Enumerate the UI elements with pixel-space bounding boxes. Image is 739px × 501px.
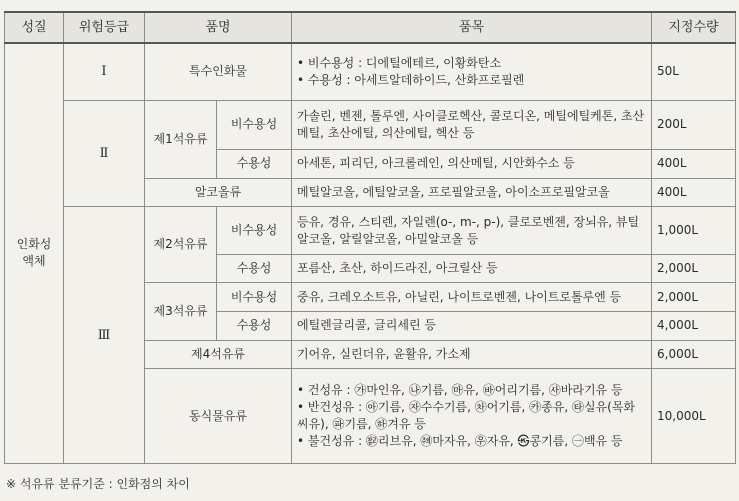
petro2-nonsoluble-items: 등유, 경유, 스티렌, 자일렌(o-, m-, p-), 클로로벤젠, 장뇌유, 뷰틸알코올, 알릴알코올, 아밀알코올 등 (292, 207, 652, 254)
hazmat-classification-table (4, 11, 736, 464)
petro3-nonsoluble-items: 중유, 크레오소트유, 아닐린, 나이트로벤젠, 나이트로톨루엔 등 (292, 283, 652, 312)
petro2-soluble-items: 포름산, 초산, 하이드라진, 아크릴산 등 (292, 254, 652, 283)
header-grade: 위험등급 (64, 12, 145, 43)
row-petro1-nonsoluble (5, 100, 736, 149)
petro3-soluble-label: 수용성 (217, 312, 292, 341)
petro3-soluble-quantity: 4,000L (652, 312, 736, 341)
petro3-nonsoluble-label: 비수용성 (217, 283, 292, 312)
header-items: 품목 (292, 12, 652, 43)
row-petro2-nonsoluble (5, 207, 736, 254)
petro4-quantity: 6,000L (652, 340, 736, 369)
petro3-nonsoluble-quantity: 2,000L (652, 283, 736, 312)
petro2-soluble-quantity: 2,000L (652, 254, 736, 283)
header-name: 품명 (145, 12, 292, 43)
petro1-nonsoluble-quantity: 200L (652, 100, 736, 149)
petro1-soluble-items: 아세톤, 피리딘, 아크롤레인, 의산메틸, 시안화수소 등 (292, 149, 652, 178)
special-quantity: 50L (652, 43, 736, 100)
grade-3: Ⅲ (64, 207, 145, 464)
grade-2: Ⅱ (64, 100, 145, 207)
petro1-soluble-label: 수용성 (217, 149, 292, 178)
special-items-line2: • 수용성 : 아세트알데하이드, 산화프로필렌 (297, 72, 525, 87)
animal-veg-line2: • 반건성유 : ㉵기름, ㉶수수기름, ㉷어기름, ㉸종유, ㉹실유(목화씨유), ㉺기름, ㉻겨유 등 (297, 400, 636, 432)
petro3-name: 제3석유류 (145, 283, 217, 340)
special-items (292, 43, 652, 100)
row-special (5, 43, 736, 100)
header-row (5, 12, 736, 43)
footnote: ※ 석유류 분류기준 : 인화점의 차이 (6, 477, 190, 491)
header-property: 성질 (5, 12, 64, 43)
special-items-line1: • 비수용성 : 디에틸에테르, 이황화탄소 (297, 55, 502, 70)
petro3-soluble-items: 에틸렌글리콜, 글리세린 등 (292, 312, 652, 341)
animal-veg-quantity: 10,000L (652, 369, 736, 464)
petro4-items: 기어유, 실린더유, 윤활유, 가소제 (292, 340, 652, 369)
animal-veg-line1: • 건성유 : ㉮마인유, ㉯기름, ㉲유, ㉳어리기름, ㉴바라기유 등 (297, 383, 623, 398)
grade-1: Ⅰ (64, 43, 145, 100)
header-quantity: 지정수량 (652, 12, 736, 43)
petro1-soluble-quantity: 400L (652, 149, 736, 178)
petro4-name: 제4석유류 (145, 340, 292, 369)
animal-veg-line3: • 불건성유 : ㉼리브유, ㉽마자유, ㉾자유, ㉿콩기름, ㊀백유 등 (297, 434, 623, 449)
alcohol-name: 알코올류 (145, 178, 292, 207)
petro2-name: 제2석유류 (145, 207, 217, 283)
special-name: 특수인화물 (145, 43, 292, 100)
animal-veg-items (292, 369, 652, 464)
petro1-name: 제1석유류 (145, 100, 217, 178)
petro1-nonsoluble-items: 가솔린, 벤젠, 톨루엔, 사이클로헥산, 콜로디온, 메틸에틸케톤, 초산메틸, 초산에틸, 의산에틸, 헥산 등 (292, 100, 652, 149)
petro1-nonsoluble-label: 비수용성 (217, 100, 292, 149)
petro2-nonsoluble-label: 비수용성 (217, 207, 292, 254)
alcohol-quantity: 400L (652, 178, 736, 207)
petro2-soluble-label: 수용성 (217, 254, 292, 283)
petro2-nonsoluble-quantity: 1,000L (652, 207, 736, 254)
alcohol-items: 메틸알코올, 에틸알코올, 프로필알코올, 아이소프로필알코올 (292, 178, 652, 207)
animal-veg-name: 동식물유류 (145, 369, 292, 464)
property-cell: 인화성 액체 (5, 43, 64, 464)
